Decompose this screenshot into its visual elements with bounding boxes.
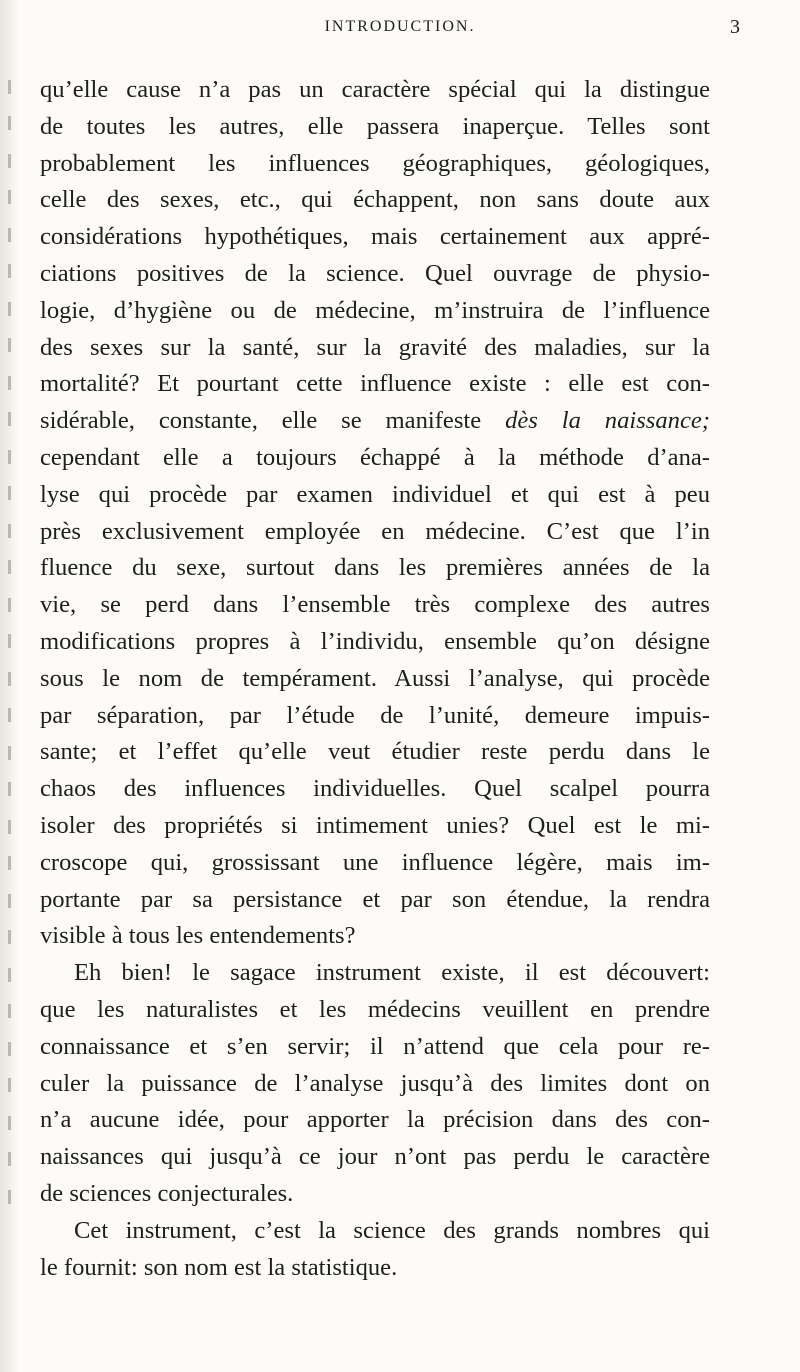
gutter-mark xyxy=(8,338,11,352)
gutter-mark xyxy=(8,598,11,612)
gutter-mark xyxy=(8,412,11,426)
text-line: considérations hypothétiques, mais certainement aux appré- xyxy=(40,223,710,251)
gutter-mark xyxy=(8,560,11,574)
text-line: celle des sexes, etc., qui échappent, non sans doute aux xyxy=(40,186,710,214)
gutter-mark xyxy=(8,820,11,834)
gutter-mark xyxy=(8,930,11,944)
gutter-mark xyxy=(8,1042,11,1056)
text-line-with-italic xyxy=(40,403,710,440)
text-line: n’a aucune idée, pour apporter la précision dans des con- xyxy=(40,1106,710,1134)
text-line: de toutes les autres, elle passera inaperçue. Telles sont xyxy=(40,112,710,140)
text-line: visible à tous les entendements? xyxy=(40,922,356,950)
gutter-mark xyxy=(8,672,11,686)
text-line: chaos des influences individuelles. Quel scalpel pourra xyxy=(40,775,710,803)
gutter-mark xyxy=(8,1116,11,1130)
text-line: Eh bien! le sagace instrument existe, il est découvert: xyxy=(74,959,710,987)
body-text xyxy=(40,72,710,1286)
gutter-marks xyxy=(8,80,14,1280)
text-line: ciations positives de la science. Quel ouvrage de physio- xyxy=(40,259,710,287)
gutter-mark xyxy=(8,154,11,168)
page-header xyxy=(60,12,740,42)
text-line: des sexes sur la santé, sur la gravité des maladies, sur la xyxy=(40,333,710,361)
gutter-mark xyxy=(8,708,11,722)
gutter-mark xyxy=(8,1004,11,1018)
page-gutter-shadow xyxy=(0,0,18,1372)
gutter-mark xyxy=(8,450,11,464)
page-number: 3 xyxy=(730,16,740,38)
text-line: probablement les influences géographiques, géologiques, xyxy=(40,149,710,177)
text-line: qu’elle cause n’a pas un caractère spécial qui la distingue xyxy=(40,76,710,103)
text-line: lyse qui procède par examen individuel et qui est à peu xyxy=(40,480,710,508)
text-line-start: sidérable, constante, elle se manifeste xyxy=(40,407,482,435)
gutter-mark xyxy=(8,228,11,242)
text-line: Cet instrument, c’est la science des grands nombres qui xyxy=(74,1216,710,1244)
gutter-mark xyxy=(8,486,11,500)
gutter-mark xyxy=(8,116,11,130)
gutter-mark xyxy=(8,968,11,982)
gutter-mark xyxy=(8,1190,11,1204)
text-line: modifications propres à l’individu, ensemble qu’on désigne xyxy=(40,627,710,655)
text-line: sante; et l’effet qu’elle veut étudier reste perdu dans le xyxy=(40,738,710,766)
text-line: logie, d’hygiène ou de médecine, m’instruira de l’influence xyxy=(40,296,710,324)
gutter-mark xyxy=(8,746,11,760)
text-line: isoler des propriétés si intimement unies? Quel est le mi- xyxy=(40,811,710,839)
gutter-mark xyxy=(8,524,11,538)
text-line: culer la puissance de l’analyse jusqu’à des limites dont on xyxy=(40,1069,710,1097)
text-line: vie, se perd dans l’ensemble très complexe des autres xyxy=(40,591,710,619)
gutter-mark xyxy=(8,190,11,204)
text-line: fluence du sexe, surtout dans les premières années de la xyxy=(40,554,710,582)
text-line: portante par sa persistance et par son étendue, la rendra xyxy=(40,885,710,913)
running-head: INTRODUCTION. xyxy=(324,18,476,35)
text-line: par séparation, par l’étude de l’unité, demeure impuis- xyxy=(40,701,710,729)
text-line: près exclusivement employée en médecine. C’est que l’in xyxy=(40,517,710,545)
text-line: connaissance et s’en servir; il n’attend que cela pour re- xyxy=(40,1032,710,1060)
gutter-mark xyxy=(8,634,11,648)
text-line: de sciences conjecturales. xyxy=(40,1179,294,1207)
text-line: cependant elle a toujours échappé à la méthode d’ana- xyxy=(40,443,710,471)
gutter-mark xyxy=(8,80,11,94)
text-line: le fournit: son nom est la statistique. xyxy=(40,1253,398,1281)
gutter-mark xyxy=(8,1078,11,1092)
gutter-mark xyxy=(8,376,11,390)
italic-phrase: dès la naissance; xyxy=(505,407,710,435)
gutter-mark xyxy=(8,302,11,316)
text-line: sous le nom de tempérament. Aussi l’analyse, qui procède xyxy=(40,664,710,692)
text-line: naissances qui jusqu’à ce jour n’ont pas perdu le caractère xyxy=(40,1143,710,1171)
text-line: que les naturalistes et les médecins veuillent en prendre xyxy=(40,995,710,1023)
text-line: croscope qui, grossissant une influence légère, mais im- xyxy=(40,848,710,876)
text-line: mortalité? Et pourtant cette influence existe : elle est con- xyxy=(40,370,710,398)
gutter-mark xyxy=(8,856,11,870)
gutter-mark xyxy=(8,264,11,278)
gutter-mark xyxy=(8,1152,11,1166)
gutter-mark xyxy=(8,894,11,908)
gutter-mark xyxy=(8,782,11,796)
